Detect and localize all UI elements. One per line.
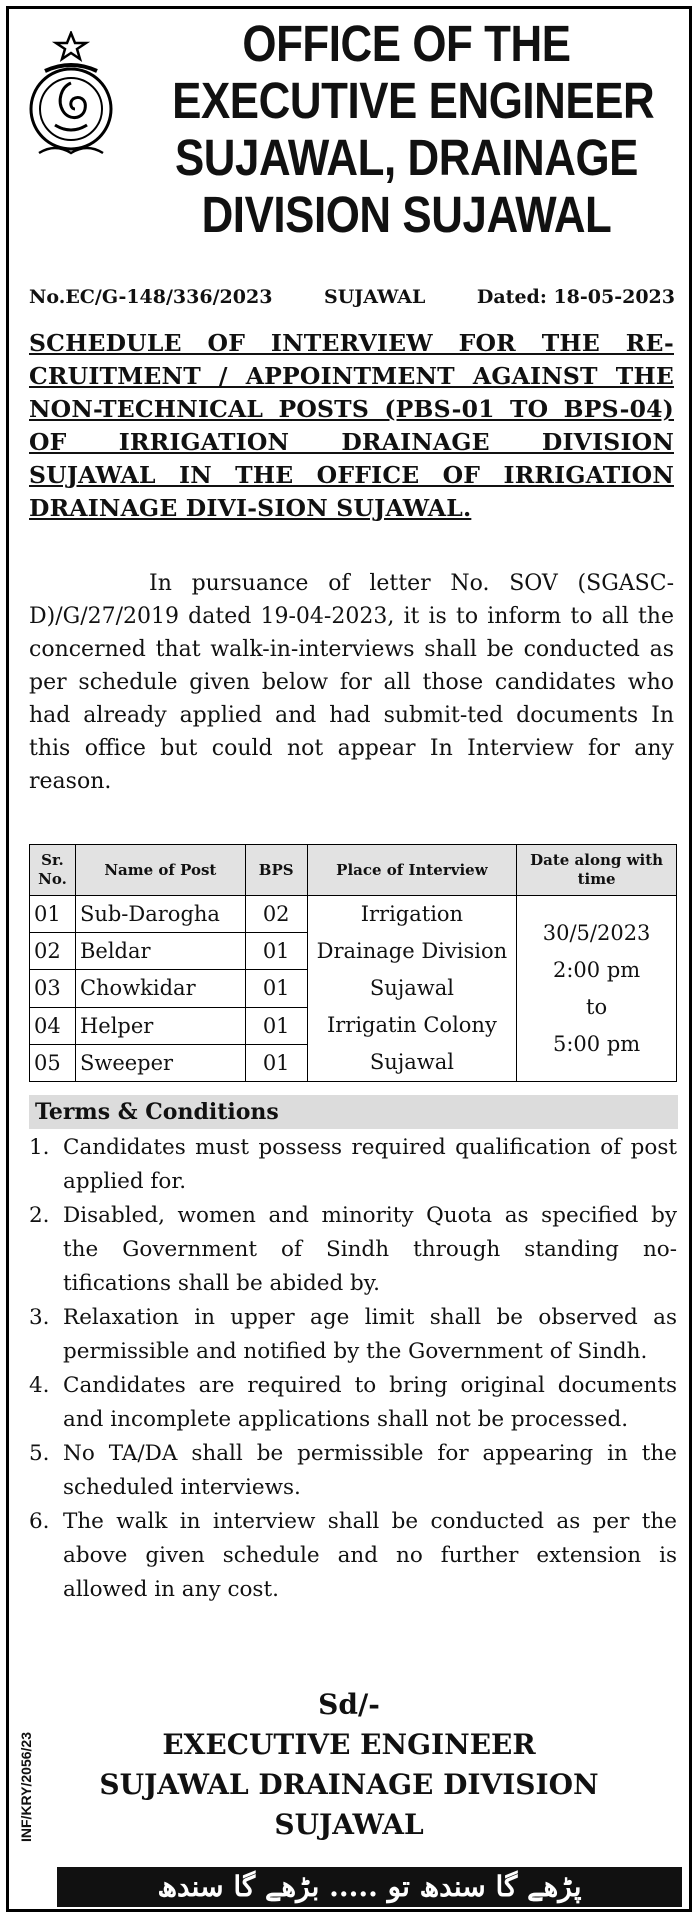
cell-bps: 01 — [245, 970, 307, 1007]
column-header-bps: BPS — [245, 845, 307, 896]
terms-heading: Terms & Conditions — [29, 1095, 678, 1129]
place-line: Irrigatin Colony — [326, 1013, 497, 1037]
term-text: No TA/DA shall be permissible for appearing in the scheduled interviews. — [63, 1441, 677, 1500]
cell-sr: 05 — [30, 1044, 76, 1081]
date-line: 5:00 pm — [552, 1031, 641, 1056]
term-number: 2. — [29, 1203, 50, 1228]
term-number: 4. — [29, 1373, 50, 1398]
advertisement-page — [6, 6, 692, 1912]
term-text: Candidates are required to bring original documents and incomplete applications shall not be processed. — [63, 1373, 677, 1432]
term-text: Disabled, women and minority Quota as specified by the Government of Sindh through standing no-tifications shall be abided by. — [63, 1203, 677, 1296]
interview-schedule-table — [29, 844, 677, 1082]
signatory-place: SUJAWAL — [274, 1808, 424, 1841]
table-header-row — [30, 845, 677, 896]
place-line: Sujawal — [369, 976, 454, 1000]
term-text: Relaxation in upper age limit shall be observed as permissible and notified by the Government of Sindh. — [63, 1305, 677, 1364]
term-number: 6. — [29, 1509, 50, 1534]
reference-date: Dated: 18-05-2023 — [476, 286, 675, 308]
list-item — [29, 1505, 677, 1607]
reference-place: SUJAWAL — [324, 286, 426, 308]
title-line: SUJAWAL, DRAINAGE — [174, 129, 639, 186]
column-header-date: Date along with time — [517, 845, 677, 896]
term-number: 5. — [29, 1441, 50, 1466]
cell-bps: 01 — [245, 933, 307, 970]
term-number: 3. — [29, 1305, 50, 1330]
intro-paragraph: In pursuance of letter No. SOV (SGASC-D)/G/27/2019 dated 19-04-2023, it is to inform to all the concerned that walk-in-interviews shall be conducted as per schedule given below for all those candidates who had already applied and had submit-ted documents In this office but could not appear In Interview for any reason. — [29, 571, 674, 794]
column-header-post: Name of Post — [75, 845, 245, 896]
cell-sr: 03 — [30, 970, 76, 1007]
cell-sr: 04 — [30, 1007, 76, 1044]
cell-place-of-interview — [307, 896, 517, 1082]
list-item — [29, 1301, 677, 1369]
cell-bps: 01 — [245, 1044, 307, 1081]
list-item — [29, 1369, 677, 1437]
date-line: 30/5/2023 — [542, 920, 651, 945]
cell-bps: 01 — [245, 1007, 307, 1044]
table-row — [30, 896, 677, 933]
cell-post: Sweeper — [75, 1044, 245, 1081]
cell-post: Beldar — [75, 933, 245, 970]
term-text: Candidates must possess required qualification of post applied for. — [63, 1135, 677, 1194]
title-line: EXECUTIVE ENGINEER — [172, 72, 655, 129]
cell-sr: 01 — [30, 896, 76, 933]
term-text: The walk in interview shall be conducted as per the above given schedule and no further extension is allowed in any cost. — [63, 1509, 677, 1602]
header — [9, 9, 689, 279]
place-line: Irrigation — [360, 902, 464, 926]
signature-block — [49, 1685, 649, 1845]
list-item — [29, 1437, 677, 1505]
signature-sd: Sd/- — [318, 1688, 380, 1721]
cell-date-time — [517, 896, 677, 1082]
reference-number: No.EC/G-148/336/2023 — [29, 286, 273, 308]
title-line: DIVISION SUJAWAL — [201, 186, 612, 243]
subject-heading: SCHEDULE OF INTERVIEW FOR THE RE-CRUITMENT / APPOINTMENT AGAINST THE NON-TECHNICAL POSTS (PBS-01 TO BPS-04) OF IRRIGATION DRAINAGE DIVISION SUJAWAL IN THE OFFICE OF IRRIGATION DRAINAGE DIVI-SION SUJAWAL. — [29, 329, 674, 522]
term-number: 1. — [29, 1135, 50, 1160]
column-header-place: Place of Interview — [307, 845, 517, 896]
cell-sr: 02 — [30, 933, 76, 970]
office-title — [172, 15, 655, 243]
cell-bps: 02 — [245, 896, 307, 933]
column-header-sr: Sr. No. — [30, 845, 76, 896]
signatory-office: SUJAWAL DRAINAGE DIVISION — [99, 1768, 599, 1801]
cell-post: Helper — [75, 1007, 245, 1044]
date-line: to — [586, 994, 608, 1019]
cell-post: Chowkidar — [75, 970, 245, 1007]
list-item — [29, 1131, 677, 1199]
side-reference-code: INF/KRY/2056/23 — [18, 1732, 34, 1842]
reference-line — [29, 286, 675, 308]
cell-post: Sub-Darogha — [75, 896, 245, 933]
date-line: 2:00 pm — [552, 957, 641, 982]
list-item — [29, 1199, 677, 1301]
footer-slogan-banner: پڑھے گا سندھ تو ..... بڑھے گا سندھ — [57, 1867, 682, 1907]
signatory-title: EXECUTIVE ENGINEER — [162, 1728, 536, 1761]
place-line: Sujawal — [369, 1050, 454, 1074]
government-of-sindh-emblem-icon — [25, 31, 117, 161]
place-line: Drainage Division — [316, 939, 508, 963]
title-line: OFFICE OF THE — [242, 15, 571, 72]
terms-list — [29, 1131, 677, 1607]
